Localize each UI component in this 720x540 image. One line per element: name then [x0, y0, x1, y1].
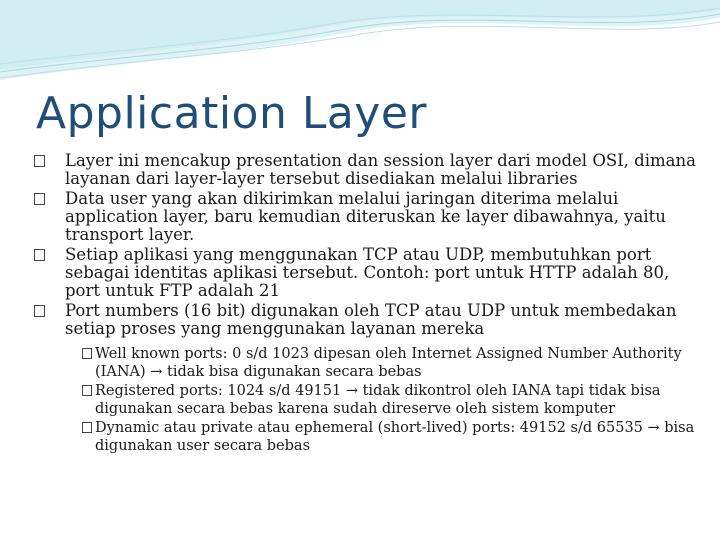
bullet-item: [34, 302, 704, 338]
bullet-box-icon: [34, 155, 45, 167]
slide-title: Application Layer: [36, 88, 428, 139]
bullet-item: [34, 190, 704, 244]
sub-bullet-text: Dynamic atau private atau ephemeral (short-lived) ports: 49152 s/d 65535 → bisa digunakan user secara bebas: [95, 420, 695, 454]
bullet-box-icon: [82, 422, 92, 433]
sub-bullet-item: [82, 345, 704, 381]
sub-bullet-item: [82, 382, 704, 418]
bullet-text: Data user yang akan dikirimkan melalui jaringan diterima melalui application layer, baru kemudian diteruskan ke layer dibawahnya, yaitu transport layer.: [65, 189, 666, 244]
bullet-text: Layer ini mencakup presentation dan session layer dari model OSI, dimana layanan dari layer-layer tersebut disediakan melalui libraries: [65, 151, 696, 188]
bullet-text: Setiap aplikasi yang menggunakan TCP atau UDP, membutuhkan port sebagai identitas aplikasi tersebut. Contoh: port untuk HTTP adalah 80, port untuk FTP adalah 21: [65, 245, 670, 300]
slide-content: [34, 152, 704, 456]
bullet-box-icon: [34, 193, 45, 205]
sub-bullet-text: Registered ports: 1024 s/d 49151 → tidak dikontrol oleh IANA tapi tidak bisa digunakan secara bebas karena sudah direserve oleh sistem komputer: [95, 383, 661, 417]
bullet-item: [34, 152, 704, 188]
bullet-box-icon: [82, 385, 92, 396]
bullet-box-icon: [34, 249, 45, 261]
sub-bullet-text: Well known ports: 0 s/d 1023 dipesan oleh Internet Assigned Number Authority (IANA) → tidak bisa digunakan secara bebas: [95, 346, 682, 380]
bullet-box-icon: [82, 348, 92, 359]
sub-bullet-list: [34, 345, 704, 455]
bullet-text: Port numbers (16 bit) digunakan oleh TCP atau UDP untuk membedakan setiap proses yang menggunakan layanan mereka: [65, 301, 677, 338]
bullet-box-icon: [34, 305, 45, 317]
header-wave-decoration: [0, 0, 720, 90]
sub-bullet-item: [82, 419, 704, 455]
bullet-item: [34, 246, 704, 300]
